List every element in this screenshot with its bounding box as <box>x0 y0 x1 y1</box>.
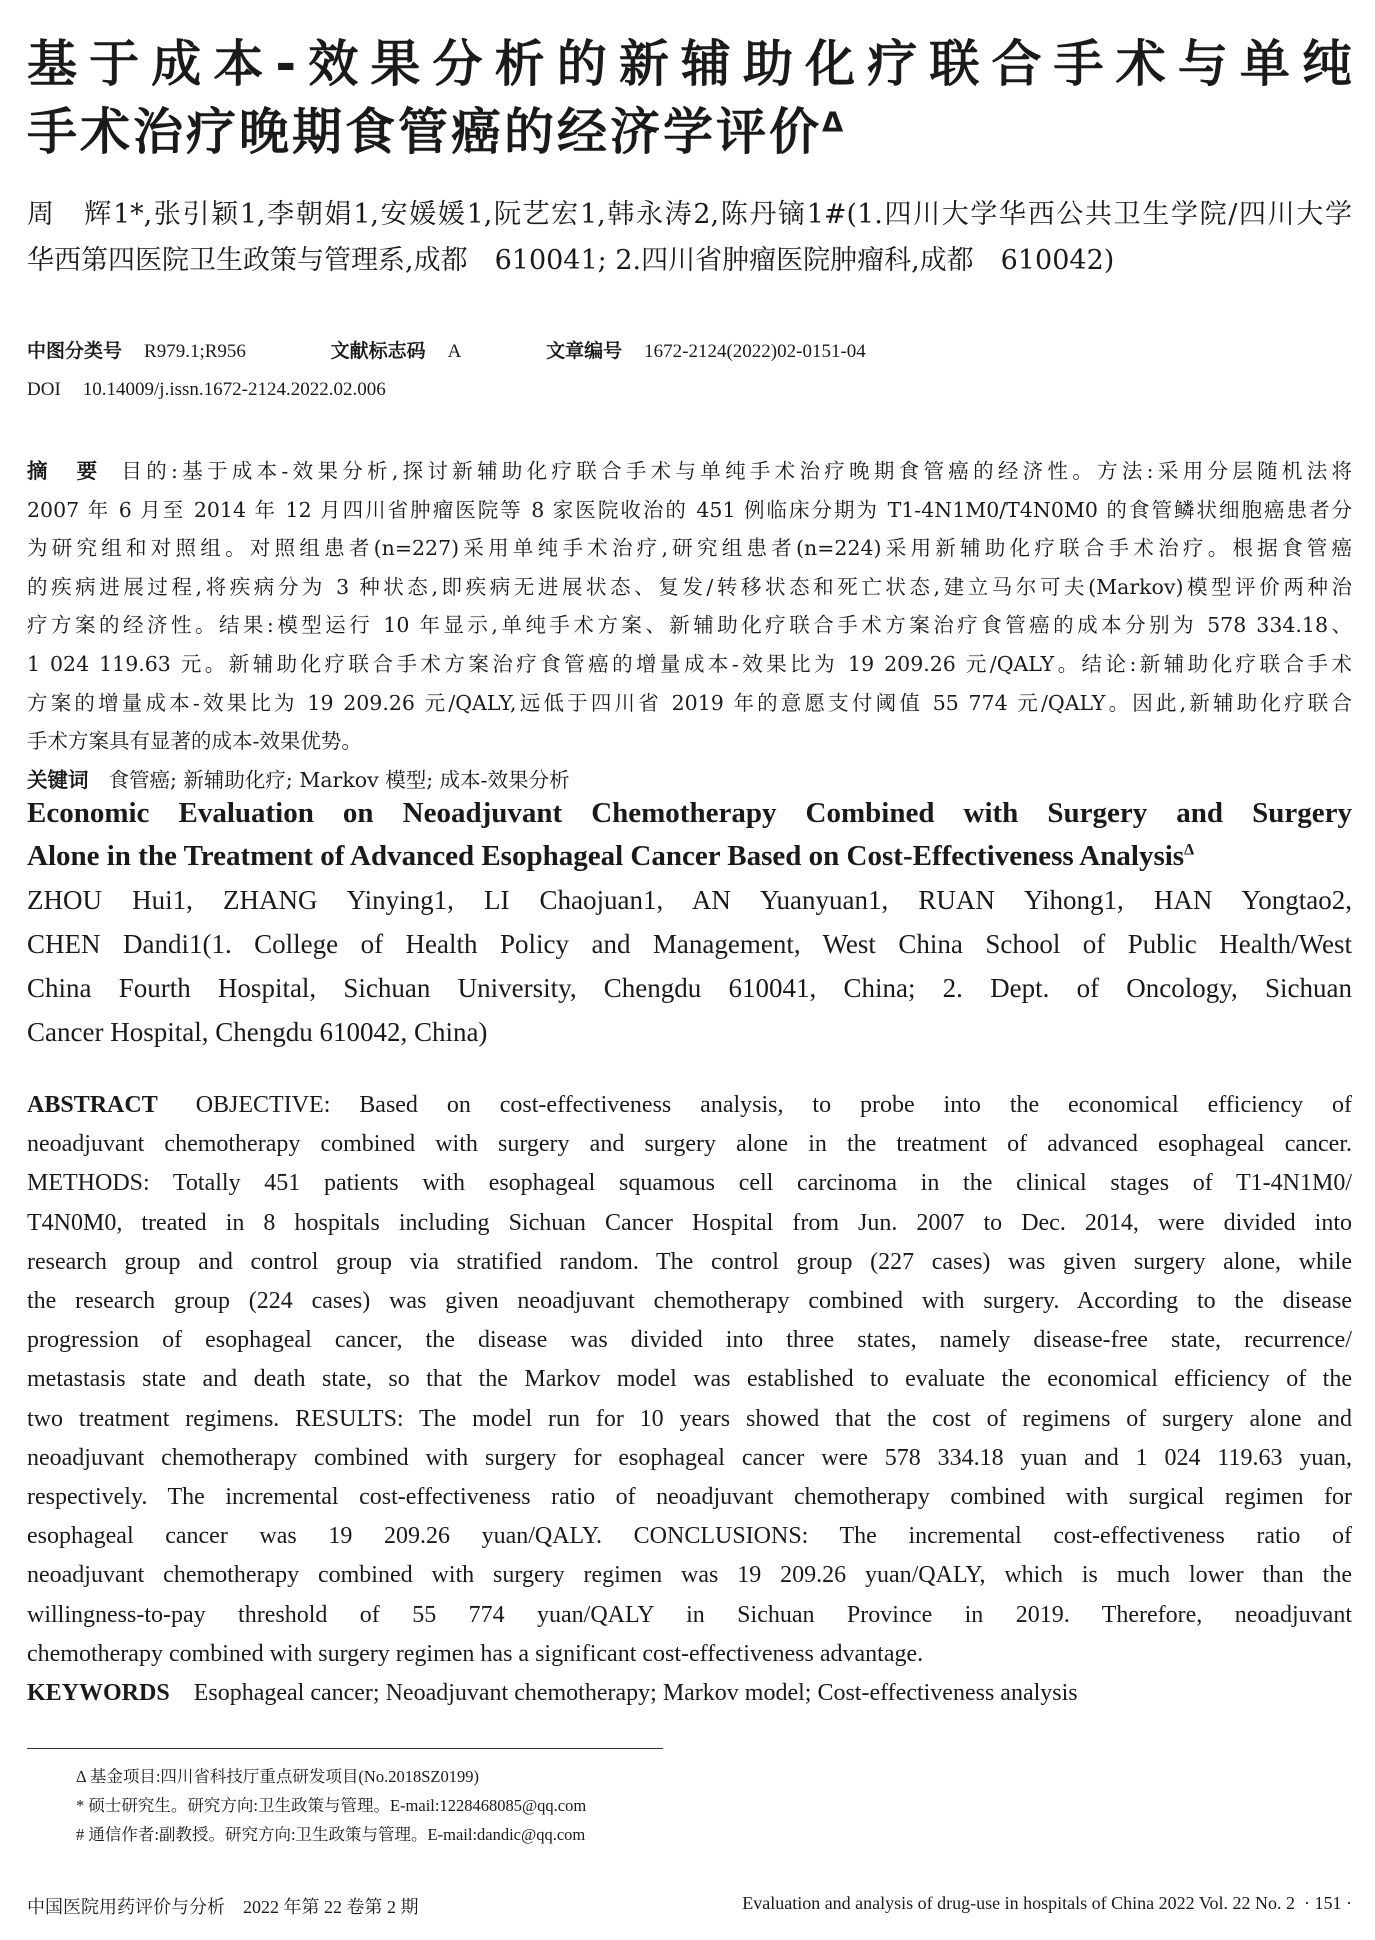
article-meta <box>27 332 1352 409</box>
article-no-label: 文章编号 <box>546 340 623 362</box>
footer-journal-cn: 中国医院用药评价与分析 2022 年第 22 卷第 2 期 <box>27 1897 419 1917</box>
footer-journal-en <box>742 1893 1352 1914</box>
keywords-cn-label: 关键词 <box>27 767 89 792</box>
doc-code-value: A <box>447 341 462 362</box>
footnote-corresponding-author: # 通信作者:副教授。研究方向:卫生政策与管理。E-mail:dandic@qq.com <box>76 1825 586 1844</box>
authors-en <box>27 878 1352 1054</box>
en-authors-line: ZHOU Hui1, ZHANG Yinying1, LI Chaojuan1, AN Yuanyuan1, RUAN Yihong1, HAN Yongtao2, <box>27 885 1352 915</box>
abstract-cn-line: 为研究组和对照组。对照组患者(n=227)采用单纯手术治疗,研究组患者(n=224)采用新辅助化疗联合手术治疗。根据食管癌 <box>27 536 1352 561</box>
en-authors-line: Cancer Hospital, Chengdu 610042, China) <box>27 1017 488 1047</box>
doi-row <box>27 371 1352 409</box>
abstract-en <box>27 1086 1352 1713</box>
abstract-en-line: metastasis state and death state, so that the Markov model was established to evaluate the economical efficiency of the <box>27 1366 1352 1393</box>
authors-cn <box>27 192 1352 284</box>
paper-title-en <box>27 792 1352 878</box>
abstract-en-line: esophageal cancer was 19 209.26 yuan/QALY. CONCLUSIONS: The incremental cost-effectiveness ratio of <box>27 1523 1352 1550</box>
keywords-cn-text: 食管癌; 新辅助化疗; Markov 模型; 成本-效果分析 <box>108 767 570 792</box>
abstract-cn-line: 疗方案的经济性。结果:模型运行 10 年显示,单纯手术方案、新辅助化疗联合手术方案治疗食管癌的成本分别为 578 334.18、 <box>27 613 1352 638</box>
abstract-en-line: METHODS: Totally 451 patients with esophageal squamous cell carcinoma in the clinical stages of T1-4N1M0/ <box>27 1170 1352 1197</box>
abstract-en-line: neoadjuvant chemotherapy combined with surgery regimen was 19 209.26 yuan/QALY, which is much lower than the <box>27 1562 1352 1589</box>
en-authors-line: CHEN Dandi1(1. College of Health Policy and Management, West China School of Public Health/West <box>27 929 1352 959</box>
abstract-en-line: neoadjuvant chemotherapy combined with surgery for esophageal cancer were 578 334.18 yuan and 1 024 119.63 yuan, <box>27 1444 1352 1471</box>
fund-mark: Δ <box>822 106 847 139</box>
abstract-en-text: OBJECTIVE: Based on cost-effectiveness analysis, to probe into the economical efficiency of <box>195 1092 1352 1118</box>
footnote-first-author: * 硕士研究生。研究方向:卫生政策与管理。E-mail:1228468085@qq.com <box>76 1796 587 1815</box>
title-line-2 <box>27 98 1352 166</box>
fund-mark: Δ <box>1184 841 1195 859</box>
keywords-en <box>27 1674 1352 1713</box>
abstract-cn-line: 2007 年 6 月至 2014 年 12 月四川省肿瘤医院等 8 家医院收治的 451 例临床分期为 T1-4N1M0/T4N0M0 的食管鳞状细胞癌患者分 <box>27 497 1352 522</box>
article-no-value: 1672-2124(2022)02-0151-04 <box>644 341 866 362</box>
classification-row <box>27 332 1352 371</box>
footnotes <box>76 1762 586 1849</box>
doi-value[interactable]: 10.14009/j.issn.1672-2124.2022.02.006 <box>82 379 386 400</box>
abstract-en-line: chemotherapy combined with surgery regimen has a significant cost-effectiveness advantage. <box>27 1640 924 1667</box>
abstract-en-line: respectively. The incremental cost-effectiveness ratio of neoadjuvant chemotherapy combined with surgical regimen for <box>27 1484 1352 1511</box>
en-title-line-1: Economic Evaluation on Neoadjuvant Chemotherapy Combined with Surgery and Surgery <box>27 797 1352 829</box>
authors-line-1: 周 辉1*,张引颖1,李朝娟1,安媛媛1,阮艺宏1,韩永涛2,陈丹镝1#(1.四川大学华西公共卫生学院/四川大学 <box>27 199 1352 230</box>
en-authors-line: China Fourth Hospital, Sichuan University, Chengdu 610041, China; 2. Dept. of Oncology, Sichuan <box>27 973 1352 1003</box>
abstract-cn-line: 1 024 119.63 元。新辅助化疗联合手术方案治疗食管癌的增量成本-效果比为 19 209.26 元/QALY。结论:新辅助化疗联合手术 <box>27 651 1352 676</box>
abstract-en-line: the research group (224 cases) was given neoadjuvant chemotherapy combined with surgery. According to the disease <box>27 1288 1352 1315</box>
clc-label: 中图分类号 <box>27 340 123 362</box>
abstract-en-line: two treatment regimens. RESULTS: The model run for 10 years showed that the cost of regimens of surgery alone and <box>27 1405 1352 1432</box>
page-number: · 151 · <box>1304 1893 1352 1913</box>
abstract-cn-line <box>27 452 1352 491</box>
abstract-en-line: progression of esophageal cancer, the disease was divided into three states, namely disease-free state, recurrence/ <box>27 1327 1352 1354</box>
abstract-en-line: neoadjuvant chemotherapy combined with surgery and surgery alone in the treatment of advanced esophageal cancer. <box>27 1131 1352 1158</box>
doc-code-label: 文献标志码 <box>330 340 426 362</box>
abstract-en-label: ABSTRACT <box>27 1092 158 1118</box>
keywords-en-text: Esophageal cancer; Neoadjuvant chemotherapy; Markov model; Cost-effectiveness analysis <box>193 1680 1078 1707</box>
authors-line-2: 华西第四医院卫生政策与管理系,成都 610041; 2.四川省肿瘤医院肿瘤科,成都 610042) <box>27 245 1115 276</box>
keywords-en-label: KEYWORDS <box>27 1680 170 1707</box>
abstract-cn-line: 手术方案具有显著的成本-效果优势。 <box>27 729 362 754</box>
title-line-2-text: 手术治疗晚期食管癌的经济学评价 <box>27 103 822 161</box>
title-line-1: 基于成本-效果分析的新辅助化疗联合手术与单纯 <box>27 35 1352 93</box>
clc-value: R979.1;R956 <box>144 341 246 362</box>
abstract-cn <box>27 452 1352 799</box>
en-title-line-2-text: Alone in the Treatment of Advanced Esophageal Cancer Based on Cost-Effectiveness Analysis <box>27 840 1185 872</box>
abstract-cn-line: 的疾病进展过程,将疾病分为 3 种状态,即疾病无进展状态、复发/转移状态和死亡状态,建立马尔可夫(Markov)模型评价两种治 <box>27 574 1352 599</box>
abstract-cn-line: 方案的增量成本-效果比为 19 209.26 元/QALY,远低于四川省 2019 年的意愿支付阈值 55 774 元/QALY。因此,新辅助化疗联合 <box>27 690 1352 715</box>
en-title-line-2 <box>27 835 1352 878</box>
footer-journal-en-text: Evaluation and analysis of drug-use in hospitals of China 2022 Vol. 22 No. 2 <box>742 1893 1295 1913</box>
footnote-divider <box>27 1748 663 1749</box>
abstract-en-line <box>27 1086 1352 1125</box>
abstract-en-line: research group and control group via stratified random. The control group (227 cases) was given surgery alone, while <box>27 1248 1352 1275</box>
abstract-cn-label: 摘 要 <box>27 459 102 483</box>
footnote-fund: Δ 基金项目:四川省科技厅重点研发项目(No.2018SZ0199) <box>76 1767 479 1786</box>
paper-title-cn <box>27 30 1352 166</box>
abstract-cn-text: 目的:基于成本-效果分析,探讨新辅助化疗联合手术与单纯手术治疗晚期食管癌的经济性。方法:采用分层随机法将 <box>121 459 1352 483</box>
abstract-en-line: T4N0M0, treated in 8 hospitals including Sichuan Cancer Hospital from Jun. 2007 to Dec. 2014, were divided into <box>27 1209 1352 1236</box>
abstract-en-line: willingness-to-pay threshold of 55 774 yuan/QALY in Sichuan Province in 2019. Therefore, neoadjuvant <box>27 1601 1352 1628</box>
doi-label: DOI <box>27 379 61 400</box>
